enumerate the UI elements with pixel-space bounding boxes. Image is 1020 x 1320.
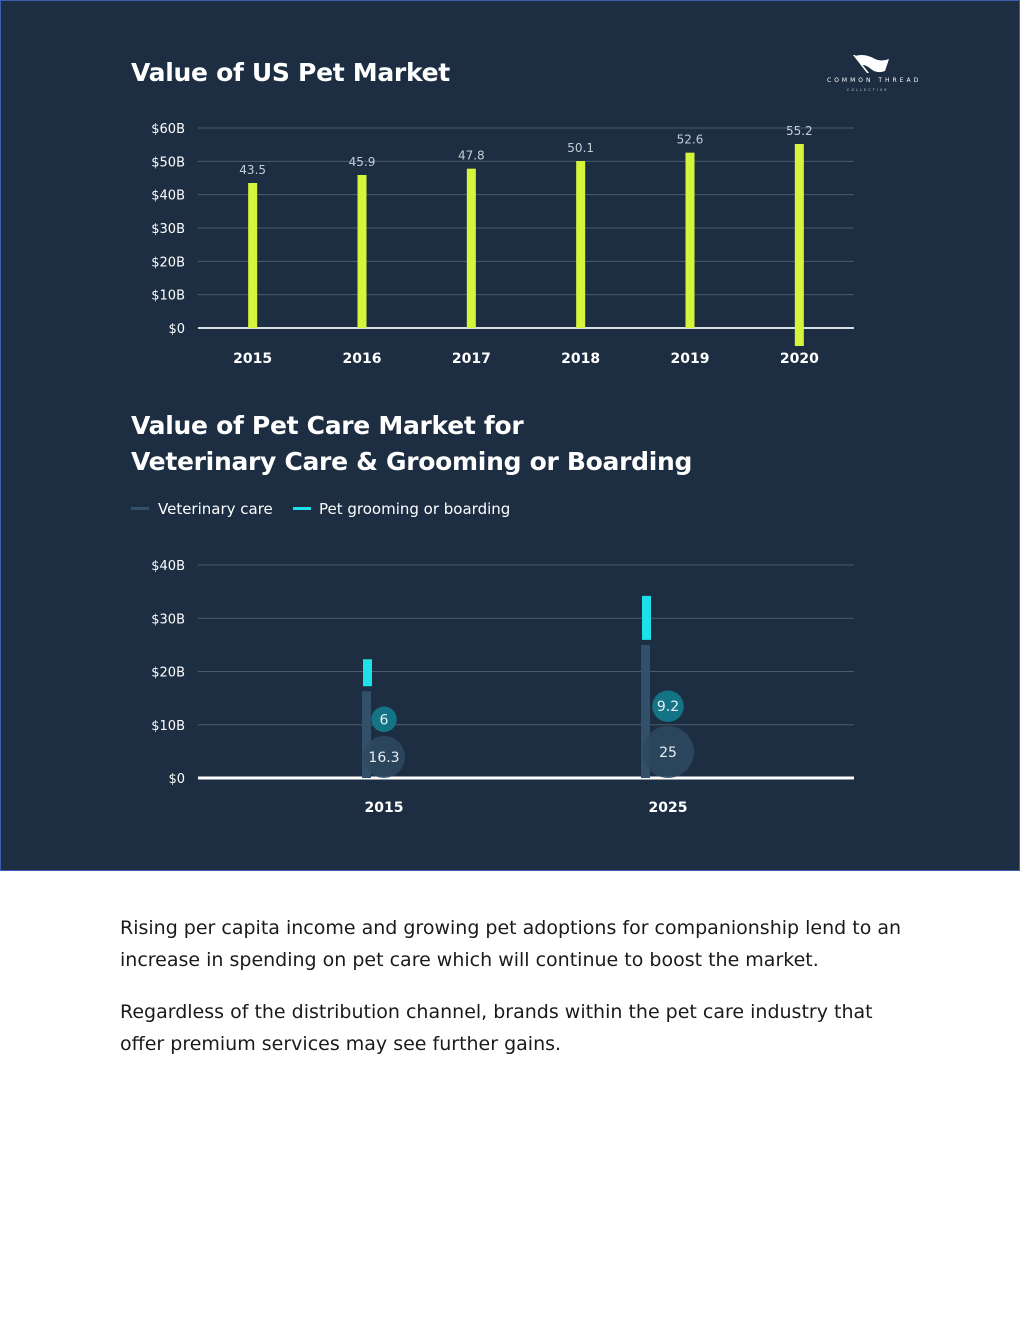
data-label: 52.6	[676, 132, 704, 147]
data-label: 45.9	[348, 155, 376, 169]
x-tick-label: 2016	[342, 351, 382, 367]
grooming-bubble-label: 9.2	[656, 699, 680, 716]
bar-2017	[467, 169, 476, 328]
y-tick-label: $0	[168, 772, 185, 787]
x-tick-label: 2018	[561, 351, 601, 367]
legend-swatch-veterinary	[131, 507, 149, 510]
grooming-bar-2025	[642, 596, 651, 640]
y-tick-label: $20B	[151, 255, 185, 271]
bar-2015	[248, 183, 257, 328]
vet-bubble-label: 16.3	[368, 750, 400, 767]
grooming-bubble-label: 6	[379, 712, 389, 729]
pet-care-title-line-2: Veterinary Care & Grooming or Boarding	[131, 447, 693, 476]
x-tick-label: 2020	[779, 351, 819, 367]
x-tick-label: 2015	[233, 351, 273, 367]
x-tick-label: 2025	[648, 800, 688, 816]
legend-label-veterinary: Veterinary care	[158, 500, 273, 518]
pet-care-title-line-1: Value of Pet Care Market for	[131, 411, 524, 440]
data-label: 50.1	[567, 141, 595, 155]
body-paragraph-1: Rising per capita income and growing pet adoptions for companionship lend to an increase in spending on pet care which will continue to boost the market.	[120, 917, 902, 971]
pet-market-chart-title: Value of US Pet Market	[131, 58, 450, 87]
vet-bubble-label: 25	[659, 745, 677, 761]
pet-market-bar-chart	[1, 111, 1019, 381]
y-tick-label: $60B	[151, 122, 185, 137]
y-tick-label: $20B	[151, 665, 185, 681]
y-tick-label: $30B	[151, 222, 185, 237]
legend-swatch-grooming	[293, 507, 311, 510]
bar-2016	[358, 175, 367, 328]
y-tick-label: $40B	[151, 188, 185, 204]
y-tick-label: $10B	[151, 288, 185, 304]
data-label: 55.2	[785, 124, 813, 138]
y-tick-label: $10B	[151, 718, 185, 734]
data-label: 47.8	[457, 148, 485, 163]
x-tick-label: 2019	[670, 351, 710, 367]
data-label: 43.5	[239, 163, 267, 177]
pet-care-bubble-chart	[1, 491, 1019, 831]
body-paragraph-2: Regardless of the distribution channel, brands within the pet care industry that offer premium services may see further gains.	[120, 1001, 873, 1055]
y-tick-label: $50B	[151, 155, 185, 171]
x-tick-label: 2015	[364, 800, 404, 816]
y-tick-label: $30B	[151, 612, 185, 628]
body-text	[120, 912, 910, 1080]
y-tick-label: $0	[168, 322, 185, 337]
bar-2020	[795, 144, 804, 346]
pet-care-chart-title	[131, 408, 692, 480]
y-tick-label: $40B	[151, 559, 185, 574]
legend-label-grooming: Pet grooming or boarding	[319, 500, 511, 518]
logo-subtitle: COLLECTIVE	[847, 88, 889, 92]
grooming-bar-2015	[363, 659, 372, 686]
logo-wordmark: COMMON THREAD	[827, 77, 922, 84]
bar-2019	[686, 153, 695, 328]
bar-2018	[576, 161, 585, 328]
common-thread-logo	[819, 53, 929, 97]
flag-icon	[819, 53, 929, 77]
x-tick-label: 2017	[451, 351, 491, 367]
